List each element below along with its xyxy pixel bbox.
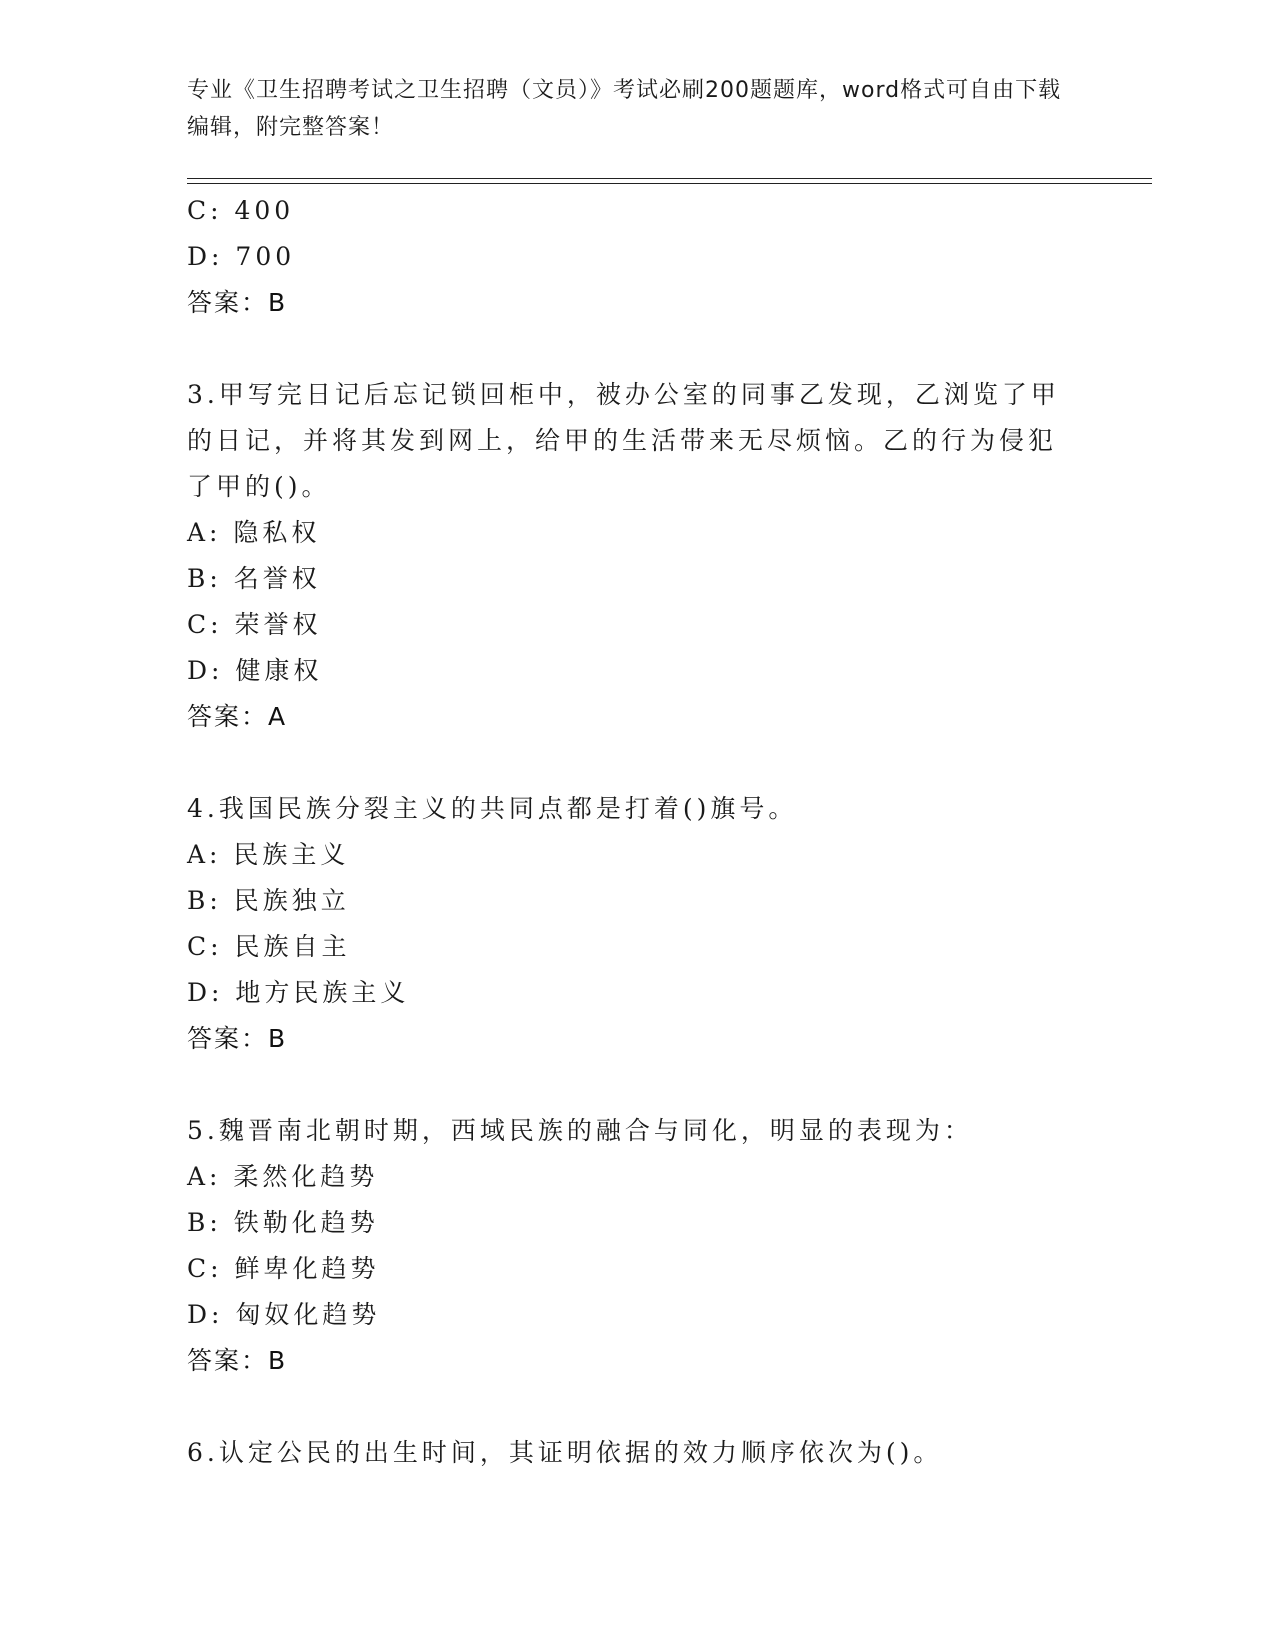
q3-option-b: B: 名誉权 [187, 564, 321, 593]
q3-answer: 答案：A [187, 702, 288, 731]
q4-stem: 4.我国民族分裂主义的共同点都是打着()旗号。 [187, 794, 798, 823]
q5-option-c: C: 鲜卑化趋势 [187, 1254, 380, 1283]
q5-option-b: B: 铁勒化趋势 [187, 1208, 379, 1237]
question-2-tail [187, 188, 1087, 326]
question-3 [187, 372, 1087, 740]
q5-option-a: A: 柔然化趋势 [187, 1162, 379, 1191]
q2-answer: 答案：B [187, 288, 288, 317]
question-4 [187, 786, 1087, 1062]
q4-option-d: D: 地方民族主义 [187, 978, 410, 1007]
header-rule-bottom [187, 183, 1152, 184]
q4-option-b: B: 民族独立 [187, 886, 350, 915]
header-title: 专业《卫生招聘考试之卫生招聘（文员）》考试必刷200题题库，word格式可自由下载编辑，附完整答案！ [187, 78, 1062, 140]
q3-option-c: C: 荣誉权 [187, 610, 322, 639]
question-5 [187, 1108, 1087, 1384]
header-rule-top [187, 178, 1152, 179]
spacer [187, 1384, 1087, 1430]
q2-option-c: C: 400 [187, 196, 295, 225]
question-6 [187, 1430, 1087, 1476]
q3-option-a: A: 隐私权 [187, 518, 321, 547]
q4-option-c: C: 民族自主 [187, 932, 351, 961]
document-header [187, 72, 1067, 146]
document-body [187, 188, 1087, 1476]
q3-option-d: D: 健康权 [187, 656, 323, 685]
q3-stem: 3.甲写完日记后忘记锁回柜中，被办公室的同事乙发现，乙浏览了甲的日记，并将其发到网上，给甲的生活带来无尽烦恼。乙的行为侵犯了甲的()。 [187, 380, 1060, 501]
spacer [187, 1062, 1087, 1108]
q5-option-d: D: 匈奴化趋势 [187, 1300, 381, 1329]
q4-option-a: A: 民族主义 [187, 840, 350, 869]
q6-stem: 6.认定公民的出生时间，其证明依据的效力顺序依次为()。 [187, 1438, 943, 1467]
q5-stem: 5.魏晋南北朝时期，西域民族的融合与同化，明显的表现为： [187, 1116, 973, 1145]
spacer [187, 740, 1087, 786]
q4-answer: 答案：B [187, 1024, 288, 1053]
spacer [187, 326, 1087, 372]
q2-option-d: D: 700 [187, 242, 296, 271]
q5-answer: 答案：B [187, 1346, 288, 1375]
